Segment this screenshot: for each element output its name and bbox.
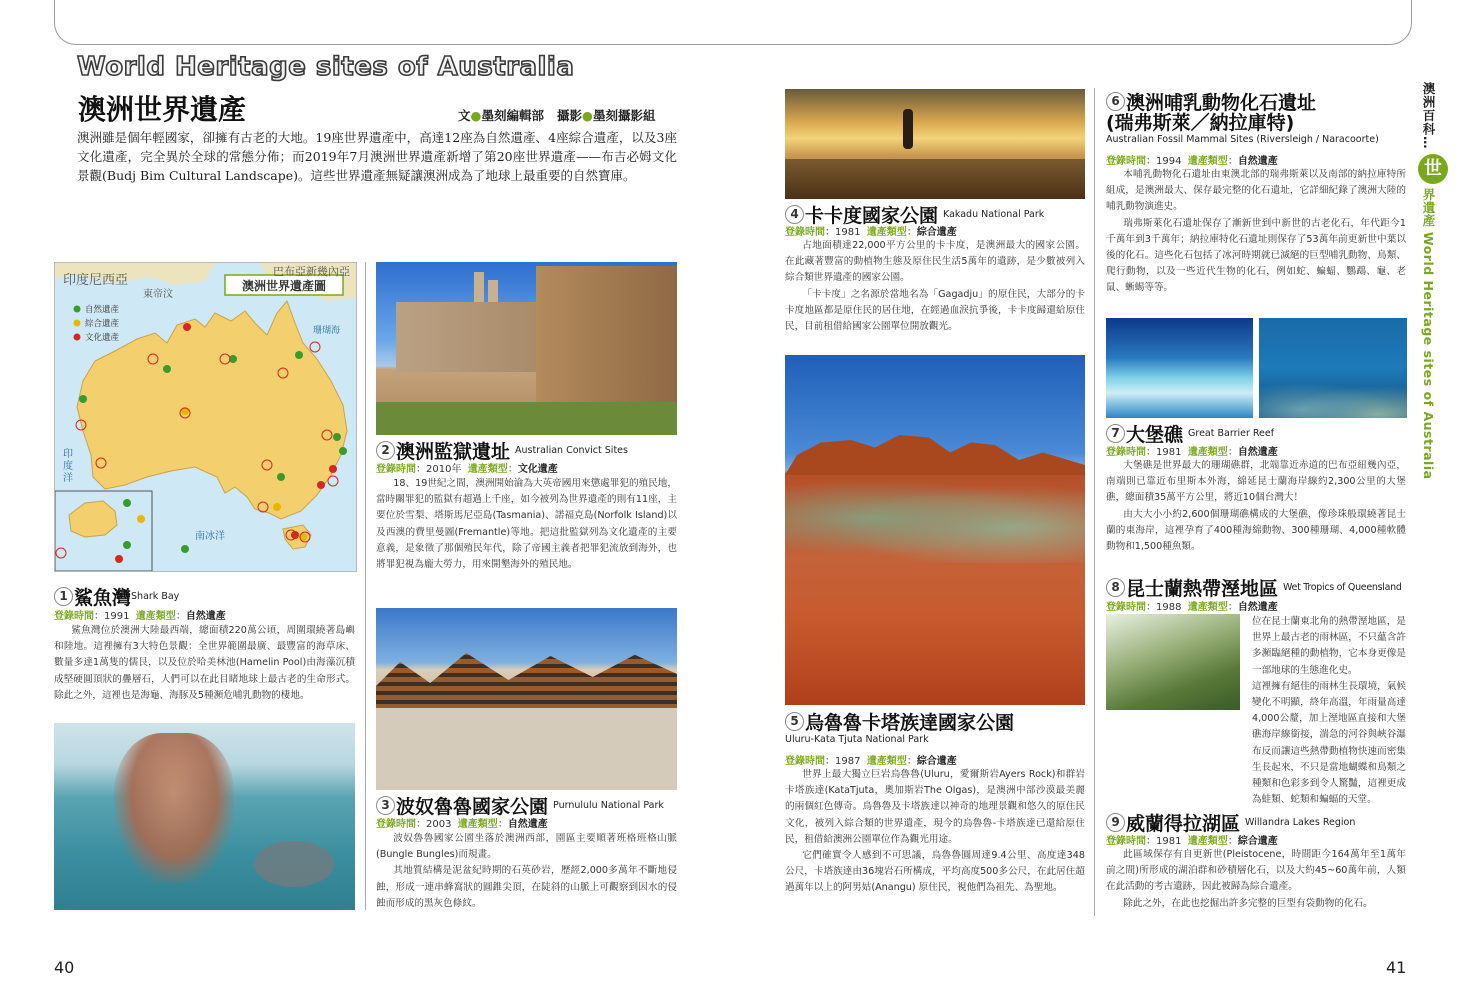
section-1-heading: 1 鯊魚灣Shark Bay — [54, 583, 179, 610]
section-7-body: 大堡礁是世界最大的珊瑚礁群，北端靠近赤道的巴布亞紐幾內亞，南端則已靠近布里斯本外海，綿延昆士蘭海岸線約2,300公里的大堡礁，總面積35萬平方公里，將近10個台灣大！ 由大大小小約2,600個珊瑚礁構成的大堡礁，像珍珠般環繞著昆士蘭的東海岸，這裡孕育了400種海綿動物、300種珊瑚、4,000種軟體動物和1,500種魚類。 — [1106, 460, 1406, 553]
purnululu-photo — [376, 608, 677, 790]
section-6-body: 本哺乳動物化石遺址由東澳北部的瑞弗斯萊以及南部的納拉庫特所組成，是澳洲最大、保存最完整的化石遺址，它詳細紀錄了澳洲大陸的哺乳動物演進史。 瑞弗斯萊化石遺址保存了漸新世到中新世的古老化石，年代距今1千萬年到3千萬年；納拉庫特化石遺址則保存了53萬年前更新世中葉以後的化石。這些化石包括了冰河時期就已滅絕的巨型哺乳動物、鳥類、爬行動物，以及一些近代生物的化石，例如蛇、蝙蝠、鸚鵡、龜、老鼠、蜥蜴等等。 — [1106, 169, 1406, 294]
section-7-meta: 登錄時間：1981 遺產類型：自然遺產 — [1106, 447, 1278, 458]
page-frame — [54, 0, 1412, 45]
side-tab-label: 界遺產 World Heritage sites of Australia — [1421, 187, 1436, 480]
title-zh: 澳洲世界遺產 — [78, 93, 247, 126]
kakadu-photo — [785, 89, 1085, 199]
great-barrier-reef-aerial-photo — [1106, 318, 1253, 418]
title-en: World Heritage sites of Australia — [77, 52, 575, 82]
uluru-photo — [785, 355, 1085, 705]
section-2-meta: 登錄時間：2010年 遺產類型：文化遺產 — [376, 464, 558, 475]
section-5-en: Uluru-Kata Tjuta National Park — [785, 734, 929, 745]
column-divider — [1094, 88, 1095, 916]
section-9-meta: 登錄時間：1981 遺產類型：綜合遺產 — [1106, 836, 1278, 847]
map-label-png: 巴布亞新幾內亞 — [273, 265, 350, 278]
section-3-heading: 3 波奴魯魯國家公園 Purnululu National Park — [376, 792, 664, 819]
section-6-meta: 登錄時間：1994 遺產類型：自然遺產 — [1106, 156, 1278, 167]
section-4-heading: 4 卡卡度國家公園 Kakadu National Park — [785, 201, 1044, 228]
map-legend: 自然遺產 綜合遺產 文化遺產 — [85, 305, 120, 343]
section-3-meta: 登錄時間：2003 遺產類型：自然遺產 — [376, 819, 548, 830]
section-6-heading-2: (瑞弗斯萊／納拉庫特) — [1106, 112, 1295, 134]
section-8-body: 位在昆士蘭東北角的熱帶溼地區，是世界上最古老的雨林區，不只蘊含許多瀕臨絕種的動植物，它本身更像是一部地球的生態進化史。 這裡擁有絕佳的雨林生長環境，氣候變化不明顯，終年高溫，年雨量高達4,000公釐，加上溼地區直接和大堡礁海岸線銜接，湍急的河谷與峽谷瀑布反而讓這些熱帶動植物快速而密集生長起來，不只是當地蝴蝶和鳥類之種類和色彩多到令人驚豔，這裡更成為蛙類、蛇類和蝙蝠的天堂。 — [1252, 616, 1406, 806]
section-7-heading: 7 大堡礁 Great Barrier Reef — [1106, 420, 1274, 447]
section-8-heading: 8 昆士蘭熱帶溼地區 Wet Tropics of Queensland — [1106, 574, 1402, 601]
section-1-body: 鯊魚灣位於澳洲大陸最西端，總面積220萬公頃，周圍環繞著島嶼和陸地。這裡擁有3大特色景觀：全世界範圍最廣、最豐富的海草床、數量多達1萬隻的儒艮，以及位於哈美林池(Hamelin Pool)由海藻沉積成堅硬圓頂狀的疊層石，人們可以在此目睹地球上最古老的生命形式。除此之外，這裡也是海龜、海豚及5種瀕危哺乳動物的棲地。 — [54, 625, 355, 701]
section-6-heading: 6 澳洲哺乳動物化石遺址 — [1106, 88, 1316, 115]
section-9-heading: 9 威蘭得拉湖區 Willandra Lakes Region — [1106, 809, 1355, 836]
section-4-body: 占地面積達22,000平方公里的卡卡度，是澳洲最大的國家公園。在此藏著豐富的動植物生態及原住民生活5萬年的遺跡，是少數被列入綜合類世界遺產的國家公園。 「卡卡度」之名源於當地名為「Gagadju」的原住民，大部分的卡卡度地區都是原住民的居住地，在經過血淚抗爭後，卡卡度歸還給原住民，目前租借給國家公園單位開放觀光。 — [785, 240, 1085, 333]
map-label-indonesia: 印度尼西亞 — [63, 273, 129, 288]
page-number-left: 40 — [54, 958, 75, 977]
credit: 文●墨刻編輯部 攝影●墨刻攝影組 — [458, 108, 656, 123]
side-tab — [1419, 82, 1447, 479]
map-label-indian-ocean: 印度洋 — [63, 449, 73, 484]
intro-paragraph: 澳洲雖是個年輕國家，卻擁有古老的大地。19座世界遺產中，高達12座為自然遺產、4座綜合遺產，以及3座文化遺產，完全異於全球的常態分佈；而2019年7月澳洲世界遺產新增了第20座世界遺產——布吉必姆文化景觀(Budj Bim Cultural Landscape)。這些世界遺產無疑讓澳洲成為了地球上最重要的自然寶庫。 — [77, 130, 677, 183]
section-4-meta: 登錄時間：1981 遺產類型：綜合遺產 — [785, 227, 957, 238]
section-5-heading: 5 烏魯魯卡塔族達國家公園 — [785, 708, 1014, 735]
section-2-body: 18、19世紀之間，澳洲開始淪為大英帝國用來懲處罪犯的殖民地，當時關罪犯的監獄有超過上千座，如今被列為世界遺產的則有11座，主要位於雪梨、塔斯馬尼亞島(Tasmania)、諾福克島(Norfolk Island)以及西澳的費里曼圖(Fremantle)等地。把這批監獄列為文化遺產的主要意義，是象徵了那個殖民年代，除了帝國主義者把罪犯流放到海外，也將罪犯視為龐大勞力，用來開墾海外的殖民地。 — [376, 478, 677, 571]
section-2-heading: 2 澳洲監獄遺址 Australian Convict Sites — [376, 437, 628, 464]
map-label-coral-sea: 珊瑚海 — [313, 326, 341, 336]
heritage-map — [54, 262, 357, 572]
section-3-body: 波奴魯魯國家公園坐落於澳洲西部，園區主要順著班格班格山脈(Bungle Bungles)而規畫。 其地質結構是泥盆紀時期的石英砂岩，歷經2,000多萬年不斷地侵蝕，形成一連串蜂窩狀的圓錐尖頂，在陡斜的山脈上可觀察到因水的侵蝕而形成的黑灰色條紋。 — [376, 833, 677, 909]
shark-bay-photo — [54, 723, 355, 910]
section-1-meta: 登錄時間：1991 遺產類型：自然遺產 — [54, 611, 226, 622]
section-5-body: 世界上最大獨立巨岩烏魯魯(Uluru，愛爾斯岩Ayers Rock)和群岩卡塔族達(KataTjuta，奧加斯岩The Olgas)，是澳洲中部沙漠最美麗的兩個紅色傳奇。烏魯魯及卡塔族達以神奇的地理景觀和悠久的原住民文化，被列入綜合類的世界遺產，現今的烏魯魯-卡塔族達已還給原住民，租借給澳洲公園單位作為觀光用途。 它們確實令人感到不可思議，烏魯魯圓周達9.4公里、高度達348公尺，卡塔族達由36塊岩石所構成，平均高度500多公尺，在此居住超過萬年以上的阿男姑(Anangu) 原住民，視他們為祖先、為聖地。 — [785, 769, 1085, 894]
map-label-southern-ocean: 南冰洋 — [195, 531, 225, 542]
section-6-en: Australian Fossil Mammal Sites (Riversleigh / Naracoorte) — [1106, 134, 1379, 145]
map-title: 澳洲世界遺產圖 — [241, 279, 326, 293]
side-tab-top: 澳洲百科… — [1421, 82, 1436, 150]
convict-sites-photo — [376, 262, 677, 435]
section-8-meta: 登錄時間：1988 遺產類型：自然遺產 — [1106, 602, 1278, 613]
map-label-timor: 東帝汶 — [143, 289, 173, 300]
side-tab-badge: 世 — [1418, 154, 1448, 184]
section-9-body: 此區域保存有自更新世(Pleistocene，時間距今164萬年至1萬年前之間)所形成的湖泊群和砂積層化石，以及大約45~60萬年前，人類在此活動的考古遺跡，因此被歸為綜合遺產。 除此之外，在此也挖掘出許多完整的巨型有袋動物的化石。 — [1106, 849, 1406, 909]
great-barrier-reef-underwater-photo — [1259, 318, 1407, 418]
column-divider — [365, 262, 366, 910]
section-5-meta: 登錄時間：1987 遺產類型：綜合遺產 — [785, 756, 957, 767]
page-number-right: 41 — [1386, 958, 1407, 977]
